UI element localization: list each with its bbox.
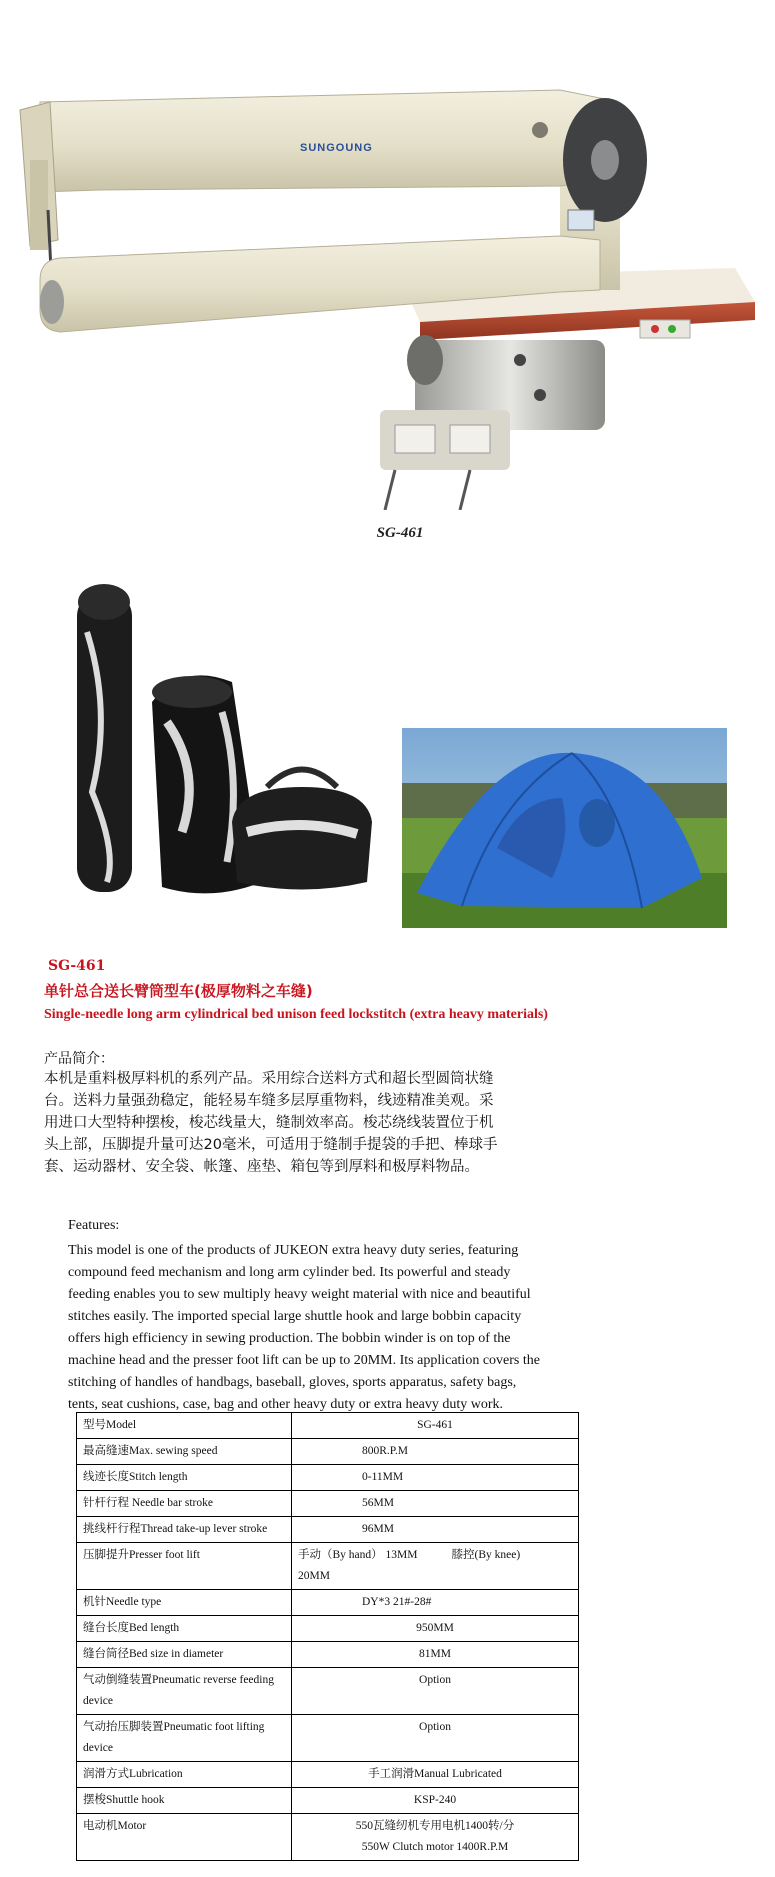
bags-photo	[62, 572, 392, 912]
spec-label: 型号Model	[77, 1413, 292, 1439]
intro-line: 台。送料力量强劲稳定，能轻易车缝多层厚重物料，线迹精准美观。采	[44, 1093, 494, 1109]
spec-table	[76, 1412, 579, 1861]
intro-line: 头上部，压脚提升量可达20毫米，可适用于缝制手提袋的手把、棒球手	[44, 1137, 498, 1153]
tent-photo	[402, 728, 727, 928]
intro-line: 用进口大型特种摆梭，梭芯线量大，缝制效率高。梭芯绕线装置位于机	[44, 1115, 494, 1131]
title-english: Single-needle long arm cylindrical bed unison feed lockstitch (extra heavy materials)	[44, 1007, 548, 1022]
features-line: machine head and the presser foot lift can be up to 20MM. Its application covers the	[68, 1353, 540, 1368]
spec-value: Option	[292, 1715, 579, 1762]
table-row	[77, 1491, 579, 1517]
table-row	[77, 1413, 579, 1439]
spec-value: 96MM	[292, 1517, 579, 1543]
spec-label: 压脚提升Presser foot lift	[77, 1543, 292, 1590]
table-row	[77, 1814, 579, 1861]
model-heading: SG-461	[48, 958, 106, 974]
table-row	[77, 1788, 579, 1814]
spec-value: SG-461	[292, 1413, 579, 1439]
lift-by-hand: 手动（By hand） 13MM	[298, 1549, 418, 1561]
spec-value: DY*3 21#-28#	[292, 1590, 579, 1616]
table-row	[77, 1439, 579, 1465]
spec-value: 56MM	[292, 1491, 579, 1517]
spec-value: KSP-240	[292, 1788, 579, 1814]
table-row	[77, 1543, 579, 1590]
lift-by-knee: 膝控(By knee)	[451, 1549, 521, 1561]
features-line: stitches easily. The imported special large shuttle hook and large bobbin capacity	[68, 1309, 522, 1324]
sewing-machine-image	[0, 40, 775, 510]
spec-value: 手工润滑Manual Lubricated	[292, 1762, 579, 1788]
spec-value: 81MM	[292, 1642, 579, 1668]
table-row	[77, 1465, 579, 1491]
features-line: tents, seat cushions, case, bag and other heavy duty or extra heavy duty work.	[68, 1397, 504, 1412]
intro-line: 套、运动器材、安全袋、帐篷、座垫、箱包等到厚料和极厚料物品。	[44, 1159, 479, 1175]
spec-label: 气动抬压脚装置Pneumatic foot lifting device	[77, 1715, 292, 1762]
spec-label: 针杆行程 Needle bar stroke	[77, 1491, 292, 1517]
features-line: compound feed mechanism and long arm cylinder bed. Its powerful and steady	[68, 1265, 511, 1280]
features-line: offers high efficiency in sewing production. The bobbin winder is on top of the	[68, 1331, 511, 1346]
spec-label: 缝台长度Bed length	[77, 1616, 292, 1642]
features-line: This model is one of the products of JUKEON extra heavy duty series, featuring	[68, 1243, 519, 1258]
features-body	[68, 1240, 588, 1416]
features-line: stitching of handles of handbags, baseball, gloves, sports apparatus, safety bags,	[68, 1375, 517, 1390]
table-row	[77, 1616, 579, 1642]
spec-label: 缝台筒径Bed size in diameter	[77, 1642, 292, 1668]
spec-label: 机针Needle type	[77, 1590, 292, 1616]
table-row	[77, 1762, 579, 1788]
features-title: Features:	[68, 1218, 120, 1233]
spec-value	[292, 1543, 579, 1590]
spec-value: 0-11MM	[292, 1465, 579, 1491]
table-row	[77, 1517, 579, 1543]
machine-brand-label: SUNGOUNG	[300, 142, 373, 154]
motor-value-cn: 550瓦缝纫机专用电机1400转/分	[355, 1820, 515, 1832]
lift-knee-value: 20MM	[298, 1570, 330, 1582]
intro-body	[44, 1068, 544, 1178]
table-row	[77, 1715, 579, 1762]
spec-label: 摆梭Shuttle hook	[77, 1788, 292, 1814]
spec-label: 挑线杆行程Thread take-up lever stroke	[77, 1517, 292, 1543]
spec-label: 最高缝速Max. sewing speed	[77, 1439, 292, 1465]
spec-label: 线迹长度Stitch length	[77, 1465, 292, 1491]
spec-label: 润滑方式Lubrication	[77, 1762, 292, 1788]
table-row	[77, 1590, 579, 1616]
motor-value-en: 550W Clutch motor 1400R.P.M	[361, 1841, 509, 1853]
intro-title: 产品简介：	[44, 1051, 114, 1067]
spec-label: 电动机Motor	[77, 1814, 292, 1861]
spec-value: 800R.P.M	[292, 1439, 579, 1465]
table-row	[77, 1642, 579, 1668]
spec-value	[292, 1814, 579, 1861]
title-chinese: 单针总合送长臂筒型车(极厚物料之车缝)	[44, 982, 313, 1000]
table-row	[77, 1668, 579, 1715]
spec-value: Option	[292, 1668, 579, 1715]
features-line: feeding enables you to sew multiply heavy weight material with nice and beautiful	[68, 1287, 531, 1302]
machine-caption: SG-461	[376, 525, 424, 541]
spec-label: 气动倒缝装置Pneumatic reverse feeding device	[77, 1668, 292, 1715]
spec-value: 950MM	[292, 1616, 579, 1642]
intro-line: 本机是重料极厚料机的系列产品。采用综合送料方式和超长型圆筒状缝	[44, 1071, 494, 1087]
